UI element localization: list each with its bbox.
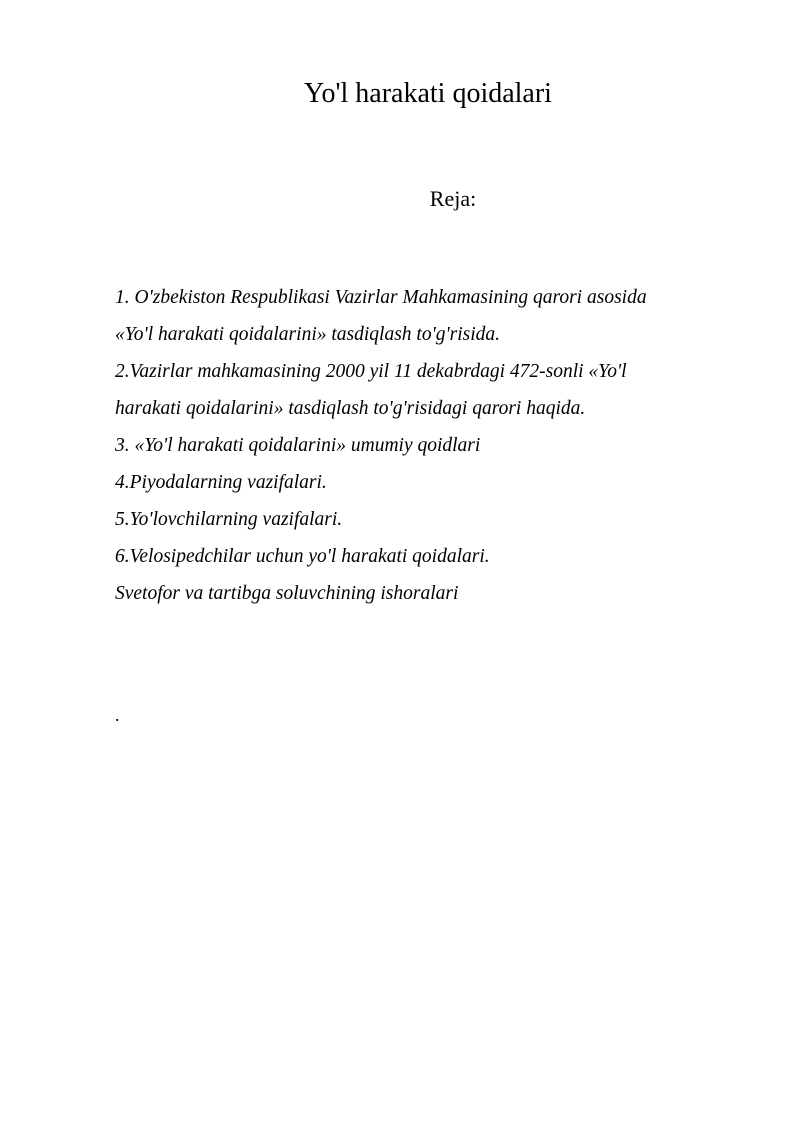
plan-list <box>115 279 715 612</box>
plan-line: 1. O'zbekiston Respublikasi Vazirlar Mahkamasining qarori asosida <box>115 287 647 308</box>
plan-line: 4.Piyodalarning vazifalari. <box>115 472 327 493</box>
plan-line: Svetofor va tartibga soluvchining ishoralari <box>115 583 459 604</box>
plan-line: harakati qoidalarini» tasdiqlash to'g'risidagi qarori haqida. <box>115 398 586 419</box>
plan-heading: Reja: <box>429 186 477 211</box>
plan-line: 5.Yo'lovchilarning vazifalari. <box>115 509 343 530</box>
plan-line: 2.Vazirlar mahkamasining 2000 yil 11 dekabrdagi 472-sonli «Yo'l <box>115 361 627 382</box>
page-title: Yo'l harakati qoidalari <box>304 78 552 109</box>
plan-line: 6.Velosipedchilar uchun yo'l harakati qoidalari. <box>115 546 490 567</box>
trailing-period: . <box>115 705 120 725</box>
plan-line: 3. «Yo'l harakati qoidalarini» umumiy qoidlari <box>115 435 481 456</box>
plan-line: «Yo'l harakati qoidalarini» tasdiqlash to'g'risida. <box>115 324 501 345</box>
